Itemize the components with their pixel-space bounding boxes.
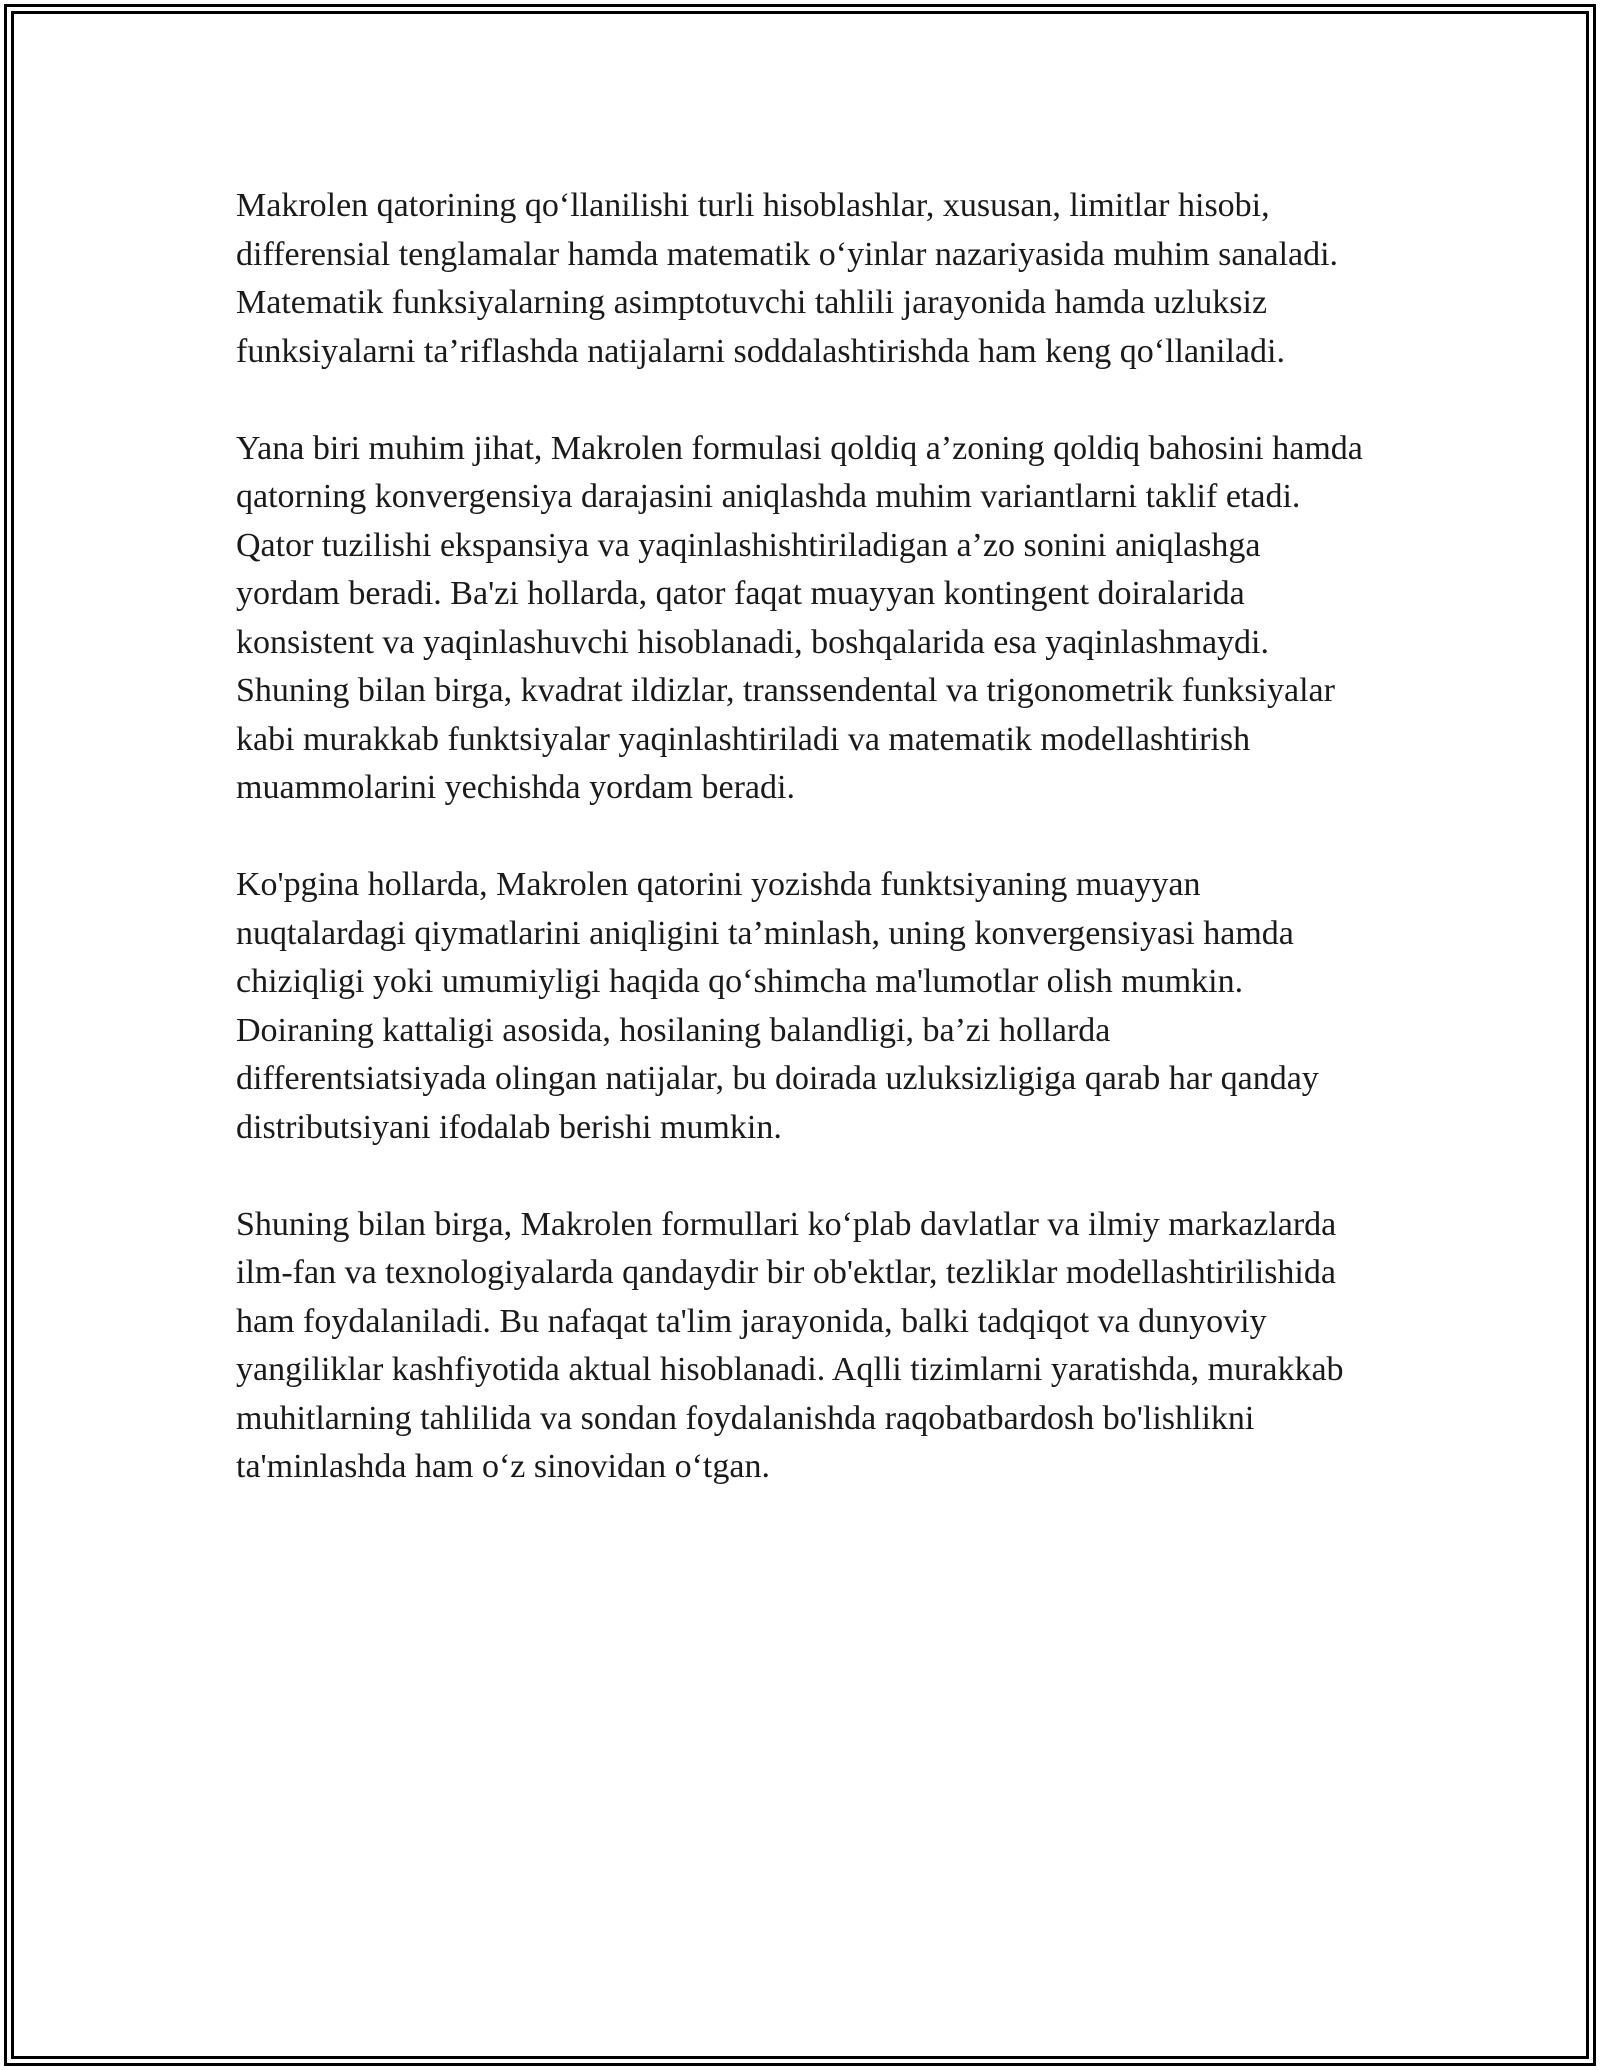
paragraph-2: Yana biri muhim jihat, Makrolen formulasi qoldiq a’zoning qoldiq bahosini hamda qatorning konvergensiya darajasini aniqlashda muhim variantlarni taklif etadi. Qator tuzilishi ekspansiya va yaqinlashishtiriladigan a’zo sonini aniqlashga yordam beradi. Ba'zi hollarda, qator faqat muayyan kontingent doiralarida konsistent va yaqinlashuvchi hisoblanadi, boshqalarida esa yaqinlashmaydi. Shuning bilan birga, kvadrat ildizlar, transsendental va trigonometrik funksiyalar kabi murakkab funktsiyalar yaqinlashtiriladi va matematik modellashtirish muammolarini yechishda yordam beradi.: [236, 429, 1363, 806]
document-body: [236, 182, 1366, 1540]
paragraph-3: Ko'pgina hollarda, Makrolen qatorini yozishda funktsiyaning muayyan nuqtalardagi qiymatlarini aniqligini ta’minlash, uning konvergensiyasi hamda chiziqligi yoki umumiyligi haqida qo‘shimcha ma'lumotlar olish mumkin. Doiraning kattaligi asosida, hosilaning balandligi, ba’zi hollarda differentsiatsiyada olingan natijalar, bu doirada uzluksizligiga qarab har qanday distributsiyani ifodalab berishi mumkin.: [236, 866, 1319, 1146]
paragraph-1: Makrolen qatorining qo‘llanilishi turli hisoblashlar, xususan, limitlar hisobi, differensial tenglamalar hamda matematik o‘yinlar nazariyasida muhim sanaladi. Matematik funksiyalarning asimptotuvchi tahlili jarayonida hamda uzluksiz funksiyalarni ta’riflashda natijalarni soddalashtirishda ham keng qo‘llaniladi.: [236, 187, 1339, 370]
paragraph-4: Shuning bilan birga, Makrolen formullari ko‘plab davlatlar va ilmiy markazlarda ilm-fan va texnologiyalarda qandaydir bir ob'ektlar, tezliklar modellashtirilishida ham foydalaniladi. Bu nafaqat ta'lim jarayonida, balki tadqiqot va dunyoviy yangiliklar kashfiyotida aktual hisoblanadi. Aqlli tizimlarni yaratishda, murakkab muhitlarning tahlilida va sondan foydalanishda raqobatbardosh bo'lishlikni ta'minlashda ham o‘z sinovidan o‘tgan.: [236, 1205, 1344, 1485]
